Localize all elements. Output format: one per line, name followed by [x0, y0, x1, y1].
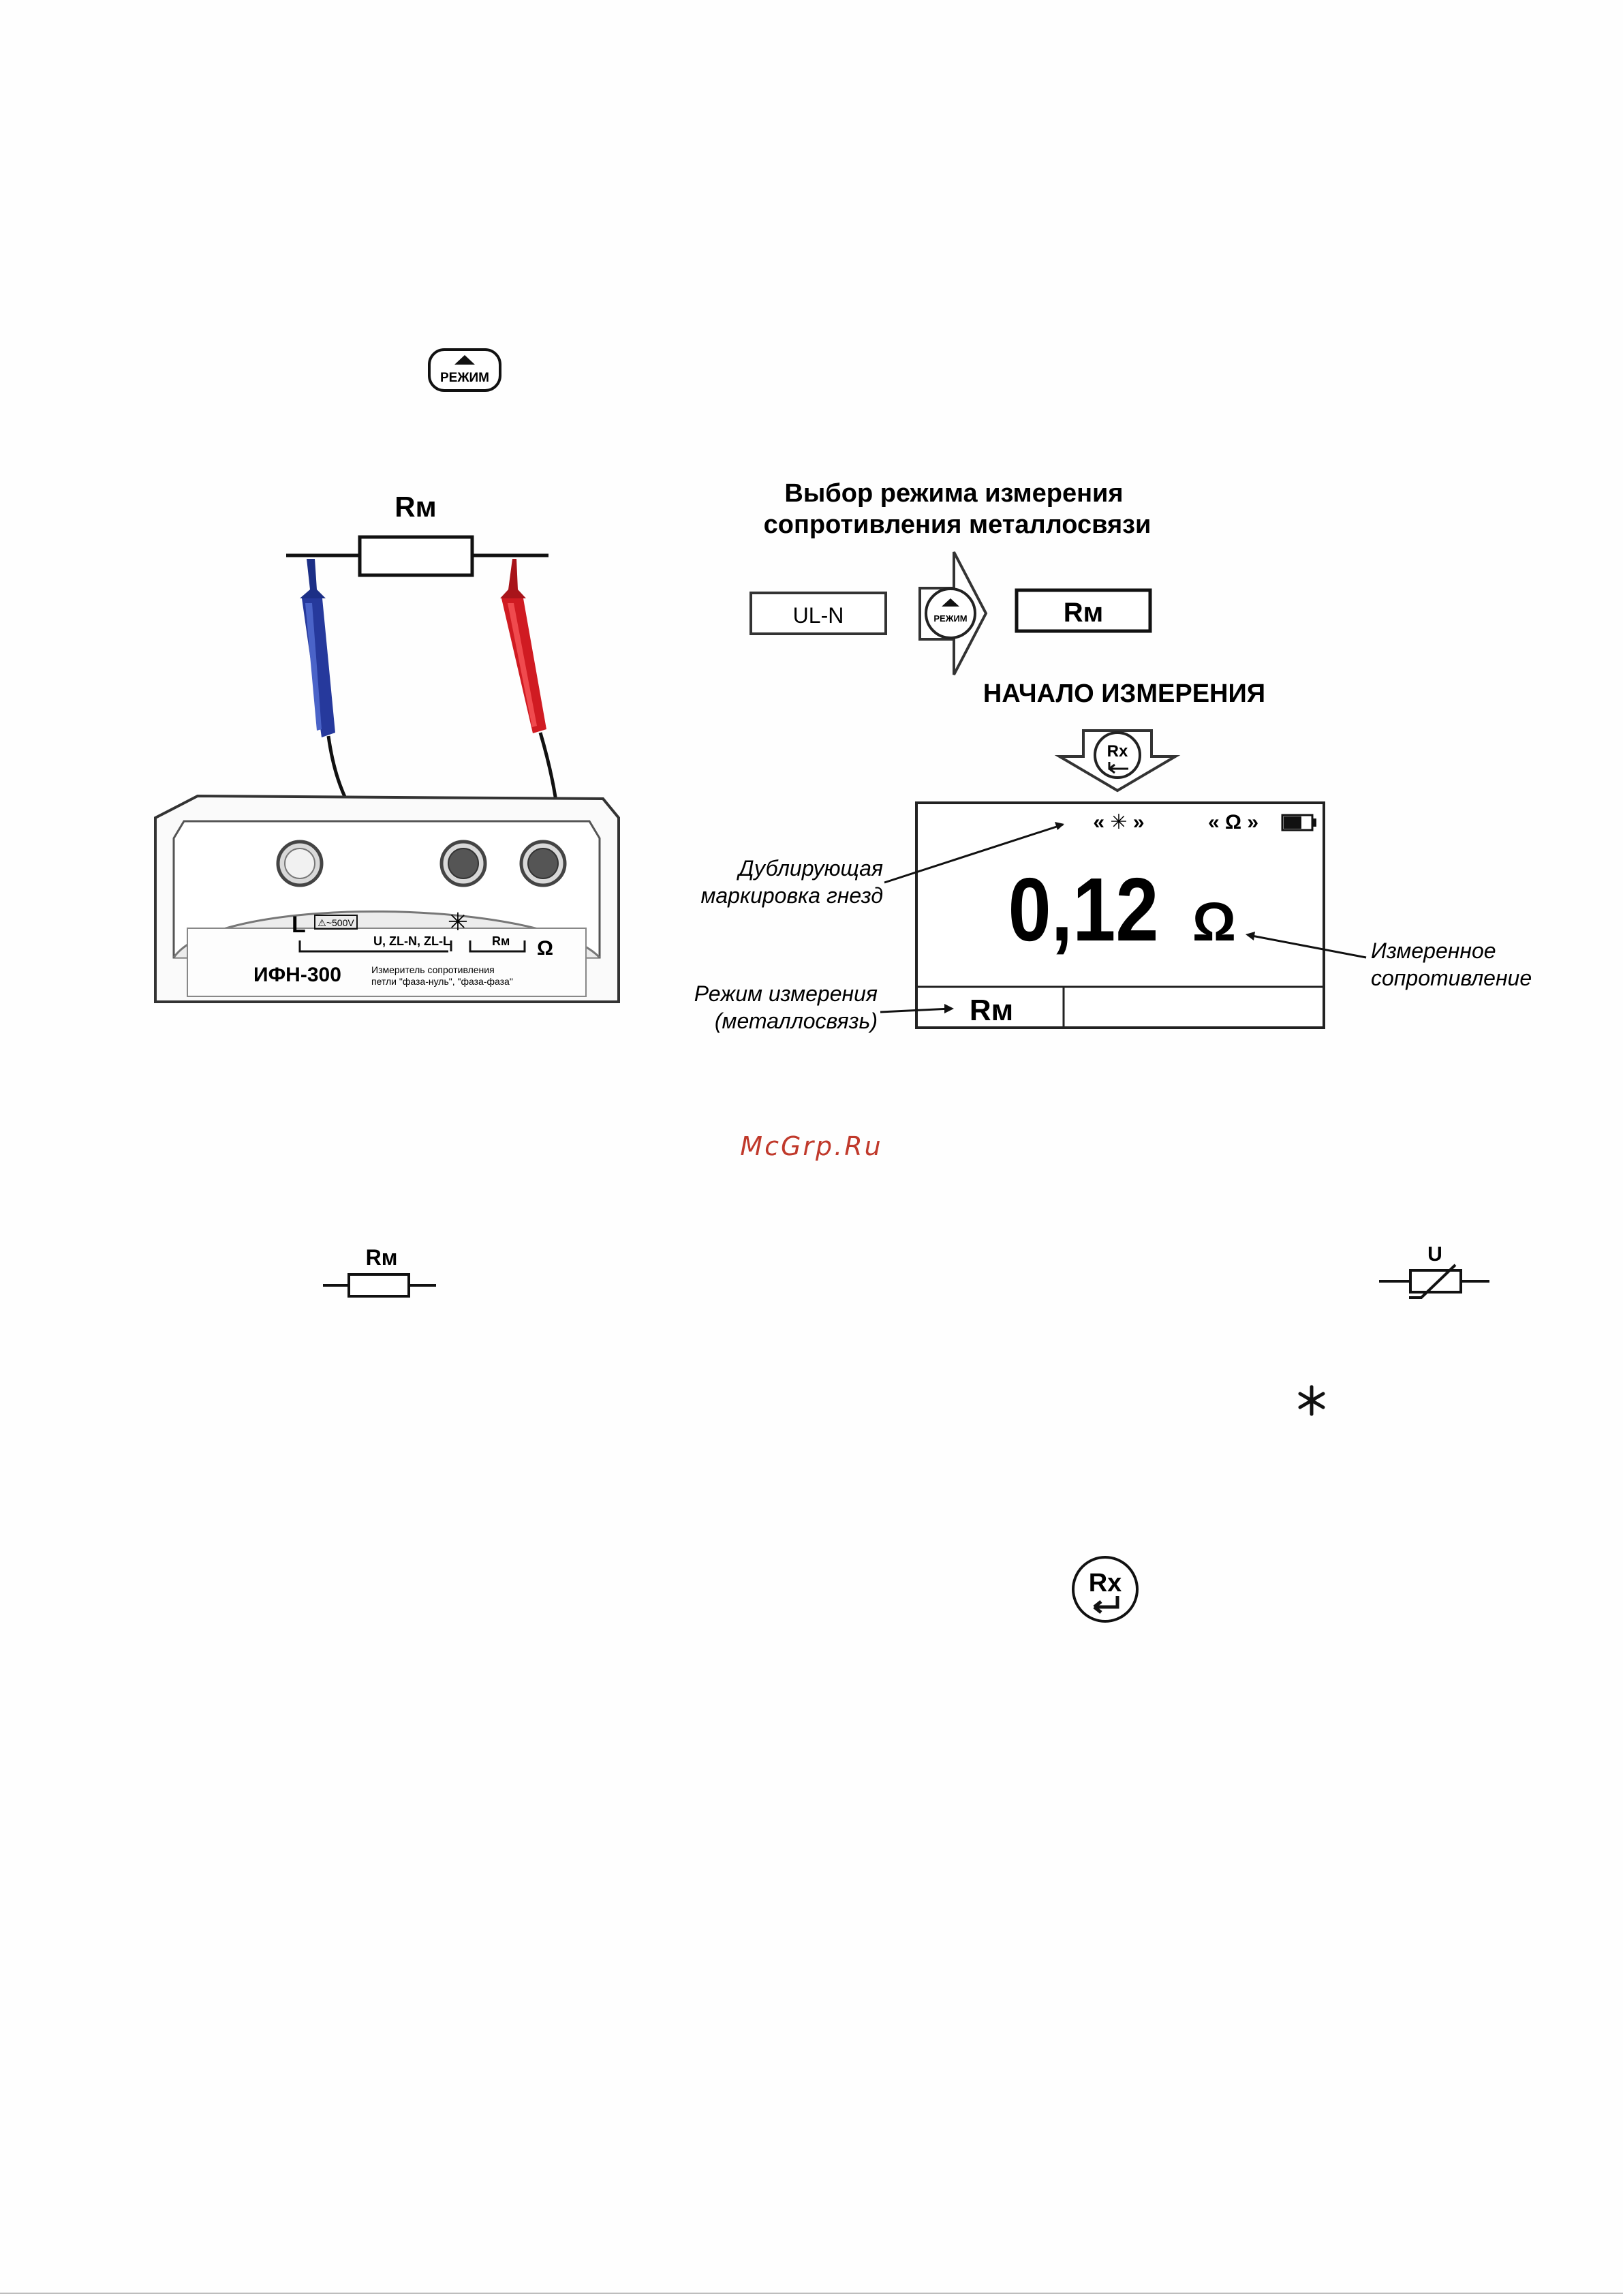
battery-icon [1282, 815, 1316, 830]
lcd-display [916, 803, 1324, 1028]
circuit-resistor [286, 491, 548, 575]
device-model: ИФН-300 [253, 964, 341, 986]
rx-key-icon [1070, 1554, 1141, 1625]
lcd-mode: Rм [969, 994, 1014, 1027]
to-mode-label: Rм [1063, 598, 1104, 628]
callout-measured-1: Измеренное [1371, 938, 1496, 963]
to-mode-box [1017, 590, 1150, 631]
start-arrow [1060, 731, 1175, 791]
page-bottom-rule [0, 2293, 1623, 2294]
callout-measured-2: сопротивление [1371, 966, 1532, 990]
rm-measurement-diagram [0, 470, 1623, 1084]
device-desc-1: Измеритель сопротивления [371, 964, 495, 975]
varistor-symbol-label: U [1427, 1243, 1442, 1266]
switch-key-label: РЕЖИМ [933, 613, 968, 624]
mode-callout [694, 981, 954, 1033]
lcd-ohm-marking: « Ω » [1207, 811, 1259, 833]
resistor-symbol-label: Rм [365, 1245, 398, 1270]
flow-title-line2: сопротивления металлосвязи [763, 510, 1151, 539]
varistor-symbol-icon [1376, 1240, 1492, 1308]
mode-switch-arrow [920, 552, 986, 675]
start-label: НАЧАЛО ИЗМЕРЕНИЯ [983, 679, 1266, 708]
asterisk-icon [1295, 1383, 1329, 1418]
callout-socket-2: маркировка гнезд [700, 883, 883, 908]
callout-socket-1: Дублирующая [738, 856, 883, 881]
start-rx-label: Rx [1107, 742, 1128, 761]
circuit-resistor-label: Rм [395, 491, 437, 523]
from-mode-label: UL-N [792, 603, 844, 628]
lcd-value: 0,12 [1008, 860, 1159, 960]
device-desc-2: петли "фаза-нуль", "фаза-фаза" [371, 976, 513, 987]
ohm-marking: Ω [537, 937, 554, 960]
mode-key-icon [427, 348, 502, 393]
lcd-unit: Ω [1192, 891, 1237, 952]
from-mode-box [751, 593, 886, 634]
star-marking: ✳ [447, 908, 469, 936]
resistor-symbol-icon [320, 1240, 443, 1308]
flow-title-line1: Выбор режима измерения [784, 479, 1124, 508]
callout-mode-1: Режим измерения [694, 981, 878, 1006]
voltage-badge: ⚠~500V [318, 917, 354, 928]
rx-key-label: Rx [1088, 1569, 1122, 1597]
rm-marking: Rм [492, 934, 510, 948]
uln-label: U, ZL-N, ZL-L [373, 934, 450, 948]
lcd-socket-marking: « ✳ » [1093, 811, 1145, 833]
mode-key-label: РЕЖИМ [439, 371, 490, 385]
watermark: McGrp.Ru [740, 1131, 883, 1161]
callout-mode-2: (металлосвязь) [714, 1009, 878, 1033]
ifn300-device [155, 796, 619, 1002]
terminal-l-label: L [292, 912, 306, 938]
